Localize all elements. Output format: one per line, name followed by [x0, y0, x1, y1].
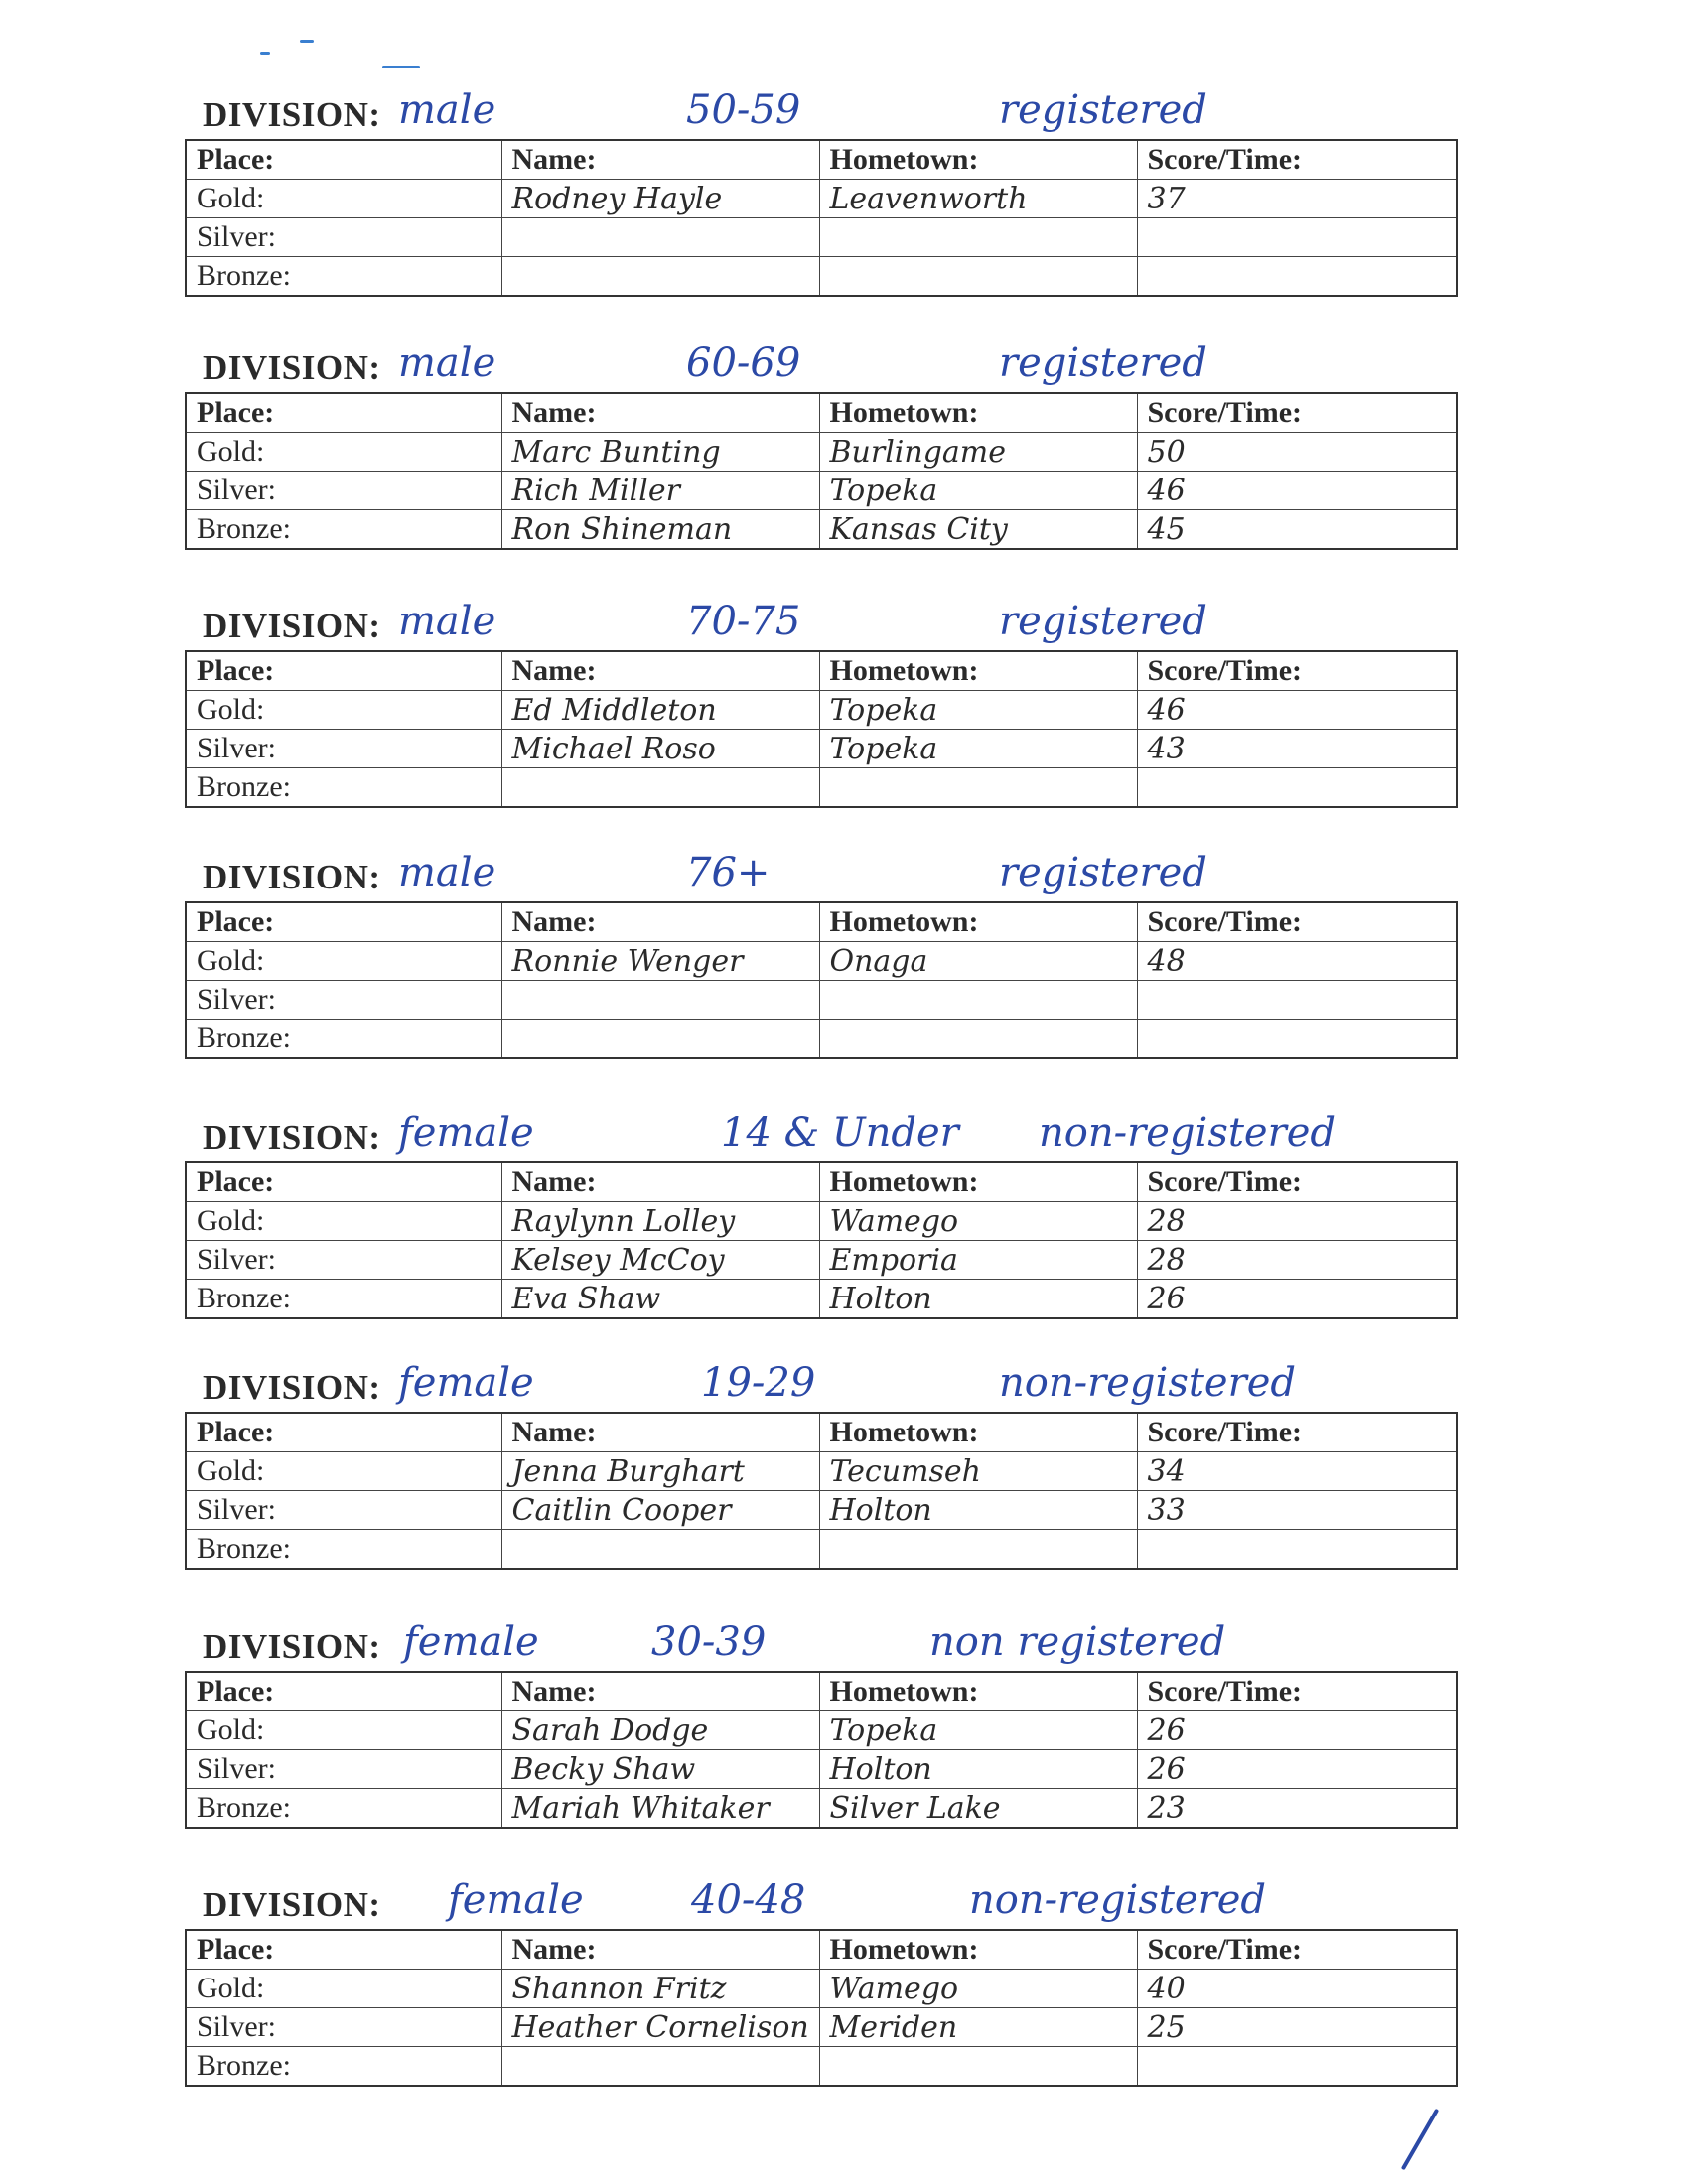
- gold-hometown: Onaga: [819, 942, 1137, 981]
- gold-row: [186, 691, 1457, 730]
- place-header: Place:: [186, 1162, 501, 1202]
- bronze-hometown: Silver Lake: [819, 1789, 1137, 1829]
- silver-name: Rich Miller: [501, 472, 819, 510]
- hometown-header: Hometown:: [819, 393, 1137, 433]
- gold-hometown: Wamego: [819, 1202, 1137, 1241]
- division-block: [185, 1352, 1456, 1570]
- division-age: 14 & Under: [721, 1110, 959, 1156]
- results-table: [185, 392, 1458, 550]
- place-header: Place:: [186, 1930, 501, 1970]
- score-header: Score/Time:: [1137, 393, 1457, 433]
- division-label: DIVISION:: [203, 1368, 381, 1407]
- bronze-score: [1137, 1020, 1457, 1059]
- silver-row: [186, 730, 1457, 768]
- bronze-name: [501, 257, 819, 297]
- score-header: Score/Time:: [1137, 651, 1457, 691]
- division-label: DIVISION:: [203, 858, 381, 896]
- gold-row: [186, 1452, 1457, 1491]
- bronze-score: [1137, 2047, 1457, 2087]
- bronze-label: Bronze:: [186, 1020, 501, 1059]
- results-table: [185, 1161, 1458, 1319]
- results-table: [185, 901, 1458, 1059]
- silver-label: Silver:: [186, 1491, 501, 1530]
- division-age: 60-69: [686, 341, 801, 386]
- name-header: Name:: [501, 1930, 819, 1970]
- bronze-label: Bronze:: [186, 1789, 501, 1829]
- silver-hometown: Holton: [819, 1491, 1137, 1530]
- silver-name: Heather Cornelison: [501, 2008, 819, 2047]
- place-header: Place:: [186, 393, 501, 433]
- silver-row: [186, 981, 1457, 1020]
- place-header: Place:: [186, 902, 501, 942]
- bronze-hometown: [819, 2047, 1137, 2087]
- division-block: [185, 1102, 1456, 1319]
- bronze-score: [1137, 257, 1457, 297]
- silver-hometown: Meriden: [819, 2008, 1137, 2047]
- division-block: [185, 79, 1456, 297]
- division-block: [185, 1869, 1456, 2087]
- gold-row: [186, 1711, 1457, 1750]
- bronze-score: 26: [1137, 1280, 1457, 1319]
- silver-name: Kelsey McCoy: [501, 1241, 819, 1280]
- silver-score: 26: [1137, 1750, 1457, 1789]
- gold-score: 50: [1137, 433, 1457, 472]
- gold-label: Gold:: [186, 433, 501, 472]
- bronze-label: Bronze:: [186, 510, 501, 550]
- division-gender: male: [398, 87, 496, 133]
- division-status: registered: [999, 599, 1207, 644]
- bronze-score: 23: [1137, 1789, 1457, 1829]
- division-block: [185, 591, 1456, 808]
- silver-score: 33: [1137, 1491, 1457, 1530]
- division-age: 76+: [686, 850, 771, 895]
- score-header: Score/Time:: [1137, 140, 1457, 180]
- header-row: [186, 902, 1457, 942]
- silver-score: 46: [1137, 472, 1457, 510]
- gold-label: Gold:: [186, 942, 501, 981]
- bronze-name: [501, 1530, 819, 1570]
- division-status: registered: [999, 87, 1207, 133]
- division-age: 19-29: [701, 1360, 816, 1406]
- bronze-score: [1137, 1530, 1457, 1570]
- silver-label: Silver:: [186, 1750, 501, 1789]
- silver-label: Silver:: [186, 730, 501, 768]
- bronze-row: [186, 2047, 1457, 2087]
- silver-name: Caitlin Cooper: [501, 1491, 819, 1530]
- division-heading: [185, 333, 1456, 392]
- bronze-label: Bronze:: [186, 768, 501, 808]
- gold-label: Gold:: [186, 1711, 501, 1750]
- silver-name: Becky Shaw: [501, 1750, 819, 1789]
- division-age: 30-39: [651, 1619, 767, 1665]
- silver-hometown: [819, 981, 1137, 1020]
- results-table: [185, 1412, 1458, 1570]
- bronze-hometown: Holton: [819, 1280, 1137, 1319]
- name-header: Name:: [501, 651, 819, 691]
- division-status: non-registered: [999, 1360, 1296, 1406]
- results-table: [185, 650, 1458, 808]
- silver-score: 43: [1137, 730, 1457, 768]
- score-header: Score/Time:: [1137, 1930, 1457, 1970]
- silver-label: Silver:: [186, 218, 501, 257]
- division-label: DIVISION:: [203, 348, 381, 387]
- silver-row: [186, 472, 1457, 510]
- header-row: [186, 1413, 1457, 1452]
- name-header: Name:: [501, 902, 819, 942]
- gold-hometown: Tecumseh: [819, 1452, 1137, 1491]
- bronze-label: Bronze:: [186, 257, 501, 297]
- division-gender: female: [448, 1877, 584, 1923]
- score-header: Score/Time:: [1137, 1162, 1457, 1202]
- name-header: Name:: [501, 1413, 819, 1452]
- gold-score: 28: [1137, 1202, 1457, 1241]
- division-label: DIVISION:: [203, 1627, 381, 1666]
- header-row: [186, 651, 1457, 691]
- gold-name: Rodney Hayle: [501, 180, 819, 218]
- bronze-hometown: [819, 1530, 1137, 1570]
- bronze-label: Bronze:: [186, 2047, 501, 2087]
- division-heading: [185, 591, 1456, 650]
- hometown-header: Hometown:: [819, 1930, 1137, 1970]
- division-gender: male: [398, 599, 496, 644]
- gold-hometown: Leavenworth: [819, 180, 1137, 218]
- hometown-header: Hometown:: [819, 1413, 1137, 1452]
- bronze-name: [501, 1020, 819, 1059]
- hometown-header: Hometown:: [819, 1672, 1137, 1711]
- silver-label: Silver:: [186, 2008, 501, 2047]
- division-gender: female: [398, 1110, 534, 1156]
- silver-name: Michael Roso: [501, 730, 819, 768]
- gold-score: 26: [1137, 1711, 1457, 1750]
- silver-score: [1137, 218, 1457, 257]
- division-gender: male: [398, 850, 496, 895]
- gold-name: Ed Middleton: [501, 691, 819, 730]
- bronze-row: [186, 1280, 1457, 1319]
- gold-label: Gold:: [186, 1970, 501, 2008]
- bronze-name: Eva Shaw: [501, 1280, 819, 1319]
- division-gender: male: [398, 341, 496, 386]
- place-header: Place:: [186, 651, 501, 691]
- gold-hometown: Burlingame: [819, 433, 1137, 472]
- gold-hometown: Topeka: [819, 691, 1137, 730]
- silver-row: [186, 2008, 1457, 2047]
- bronze-label: Bronze:: [186, 1530, 501, 1570]
- bronze-score: 45: [1137, 510, 1457, 550]
- results-table: [185, 139, 1458, 297]
- division-status: non-registered: [1039, 1110, 1336, 1156]
- gold-label: Gold:: [186, 1202, 501, 1241]
- header-row: [186, 1930, 1457, 1970]
- division-gender: female: [398, 1360, 534, 1406]
- place-header: Place:: [186, 1672, 501, 1711]
- silver-label: Silver:: [186, 472, 501, 510]
- silver-name: [501, 218, 819, 257]
- bronze-row: [186, 1789, 1457, 1829]
- gold-name: Raylynn Lolley: [501, 1202, 819, 1241]
- gold-hometown: Wamego: [819, 1970, 1137, 2008]
- gold-score: 40: [1137, 1970, 1457, 2008]
- pen-tick-mark: [1401, 2109, 1439, 2171]
- division-age: 50-59: [686, 87, 801, 133]
- bronze-row: [186, 1530, 1457, 1570]
- gold-row: [186, 942, 1457, 981]
- silver-label: Silver:: [186, 1241, 501, 1280]
- name-header: Name:: [501, 1162, 819, 1202]
- division-label: DIVISION:: [203, 1118, 381, 1157]
- division-label: DIVISION:: [203, 1885, 381, 1924]
- gold-name: Jenna Burghart: [501, 1452, 819, 1491]
- bronze-row: [186, 768, 1457, 808]
- silver-hometown: Emporia: [819, 1241, 1137, 1280]
- score-header: Score/Time:: [1137, 1672, 1457, 1711]
- silver-hometown: Topeka: [819, 730, 1137, 768]
- name-header: Name:: [501, 140, 819, 180]
- division-heading: [185, 842, 1456, 901]
- gold-name: Shannon Fritz: [501, 1970, 819, 2008]
- gold-label: Gold:: [186, 691, 501, 730]
- results-table: [185, 1671, 1458, 1829]
- gold-row: [186, 433, 1457, 472]
- score-header: Score/Time:: [1137, 902, 1457, 942]
- division-block: [185, 1611, 1456, 1829]
- gold-label: Gold:: [186, 1452, 501, 1491]
- division-age: 40-48: [691, 1877, 806, 1923]
- bronze-hometown: Kansas City: [819, 510, 1137, 550]
- division-heading: [185, 79, 1456, 139]
- place-header: Place:: [186, 1413, 501, 1452]
- bronze-label: Bronze:: [186, 1280, 501, 1319]
- name-header: Name:: [501, 1672, 819, 1711]
- silver-row: [186, 1241, 1457, 1280]
- bronze-hometown: [819, 257, 1137, 297]
- division-heading: [185, 1869, 1456, 1929]
- silver-hometown: [819, 218, 1137, 257]
- gold-name: Marc Bunting: [501, 433, 819, 472]
- hometown-header: Hometown:: [819, 1162, 1137, 1202]
- silver-hometown: Holton: [819, 1750, 1137, 1789]
- hometown-header: Hometown:: [819, 902, 1137, 942]
- bronze-hometown: [819, 768, 1137, 808]
- gold-score: 34: [1137, 1452, 1457, 1491]
- gold-hometown: Topeka: [819, 1711, 1137, 1750]
- silver-label: Silver:: [186, 981, 501, 1020]
- gold-row: [186, 1202, 1457, 1241]
- bronze-row: [186, 510, 1457, 550]
- ink-speck: [382, 66, 420, 68]
- division-status: non-registered: [969, 1877, 1266, 1923]
- hometown-header: Hometown:: [819, 651, 1137, 691]
- silver-score: 25: [1137, 2008, 1457, 2047]
- division-status: registered: [999, 850, 1207, 895]
- division-status: non registered: [929, 1619, 1226, 1665]
- division-age: 70-75: [686, 599, 801, 644]
- division-block: [185, 333, 1456, 550]
- silver-score: [1137, 981, 1457, 1020]
- gold-score: 46: [1137, 691, 1457, 730]
- bronze-row: [186, 257, 1457, 297]
- place-header: Place:: [186, 140, 501, 180]
- ink-speck: [260, 52, 270, 55]
- name-header: Name:: [501, 393, 819, 433]
- silver-hometown: Topeka: [819, 472, 1137, 510]
- header-row: [186, 1672, 1457, 1711]
- division-heading: [185, 1352, 1456, 1412]
- silver-name: [501, 981, 819, 1020]
- division-label: DIVISION:: [203, 95, 381, 134]
- gold-score: 48: [1137, 942, 1457, 981]
- hometown-header: Hometown:: [819, 140, 1137, 180]
- gold-row: [186, 1970, 1457, 2008]
- score-header: Score/Time:: [1137, 1413, 1457, 1452]
- header-row: [186, 1162, 1457, 1202]
- division-label: DIVISION:: [203, 607, 381, 645]
- bronze-name: [501, 2047, 819, 2087]
- gold-name: Sarah Dodge: [501, 1711, 819, 1750]
- bronze-name: [501, 768, 819, 808]
- division-block: [185, 842, 1456, 1059]
- division-heading: [185, 1102, 1456, 1161]
- silver-score: 28: [1137, 1241, 1457, 1280]
- ink-speck: [300, 40, 314, 43]
- bronze-row: [186, 1020, 1457, 1059]
- division-gender: female: [403, 1619, 539, 1665]
- division-status: registered: [999, 341, 1207, 386]
- header-row: [186, 140, 1457, 180]
- bronze-hometown: [819, 1020, 1137, 1059]
- gold-name: Ronnie Wenger: [501, 942, 819, 981]
- gold-row: [186, 180, 1457, 218]
- results-table: [185, 1929, 1458, 2087]
- silver-row: [186, 1491, 1457, 1530]
- silver-row: [186, 1750, 1457, 1789]
- header-row: [186, 393, 1457, 433]
- gold-label: Gold:: [186, 180, 501, 218]
- bronze-name: Ron Shineman: [501, 510, 819, 550]
- silver-row: [186, 218, 1457, 257]
- bronze-name: Mariah Whitaker: [501, 1789, 819, 1829]
- gold-score: 37: [1137, 180, 1457, 218]
- bronze-score: [1137, 768, 1457, 808]
- division-heading: [185, 1611, 1456, 1671]
